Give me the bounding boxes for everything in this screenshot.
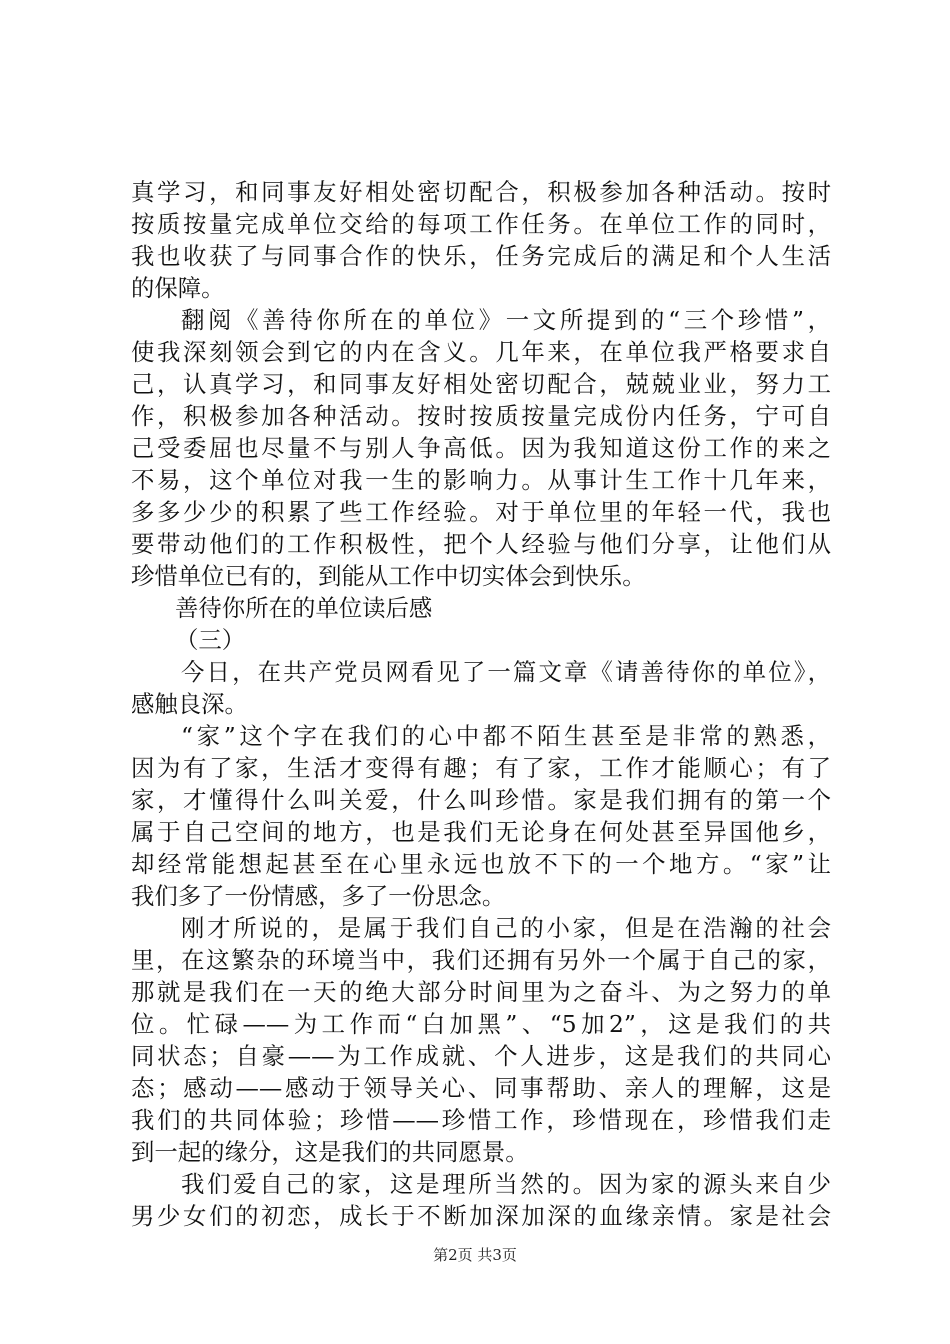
text-line: 的保障。 — [131, 274, 225, 302]
text-line: 位。忙碌——为工作而“白加黑”、“5加2”，这是我们的共 — [131, 1010, 831, 1038]
text-line: 己，认真学习，和同事友好相处密切配合，兢兢业业，努力工 — [131, 370, 831, 398]
text-line: 珍惜单位已有的，到能从工作中切实体会到快乐。 — [131, 562, 646, 590]
text-line: 家，才懂得什么叫关爱，什么叫珍惜。家是我们拥有的第一个 — [131, 786, 831, 814]
text-line: 多多少少的积累了些工作经验。对于单位里的年轻一代，我也 — [131, 498, 831, 526]
text-line: 那就是我们在一天的绝大部分时间里为之奋斗、为之努力的单 — [131, 978, 831, 1006]
paragraph-start-line: 刚才所说的，是属于我们自己的小家，但是在浩瀚的社会 — [181, 914, 831, 942]
section-number: （三） — [175, 626, 246, 654]
text-line: 己受委屈也尽量不与别人争高低。因为我知道这份工作的来之 — [131, 434, 831, 462]
document-body — [131, 176, 831, 1232]
text-line: 使我深刻领会到它的内在含义。几年来，在单位我严格要求自 — [131, 338, 831, 366]
text-line: 作，积极参加各种活动。按时按质按量完成份内任务，宁可自 — [131, 402, 831, 430]
text-line: 不易，这个单位对我一生的影响力。从事计生工作十几年来， — [131, 466, 831, 494]
text-line: 要带动他们的工作积极性，把个人经验与他们分享，让他们从 — [131, 530, 831, 558]
section-title: 善待你所在的单位读后感 — [175, 594, 433, 622]
text-line: 里，在这繁杂的环境当中，我们还拥有另外一个属于自己的家， — [131, 946, 831, 974]
text-line: 到一起的缘分，这是我们的共同愿景。 — [131, 1138, 529, 1166]
text-line: 我也收获了与同事合作的快乐，任务完成后的满足和个人生活 — [131, 242, 831, 270]
text-line: 态；感动——感动于领导关心、同事帮助、亲人的理解，这是 — [131, 1074, 831, 1102]
text-line: 同状态；自豪——为工作成就、个人进步，这是我们的共同心 — [131, 1042, 831, 1070]
text-line: 我们的共同体验；珍惜——珍惜工作，珍惜现在，珍惜我们走 — [131, 1106, 831, 1134]
paragraph-start-line: 我们爱自己的家，这是理所当然的。因为家的源头来自少 — [181, 1170, 831, 1198]
text-line: 属于自己空间的地方，也是我们无论身在何处甚至异国他乡， — [131, 818, 831, 846]
text-line: 我们多了一份情感，多了一份思念。 — [131, 882, 506, 910]
text-line: 因为有了家，生活才变得有趣；有了家，工作才能顺心；有了 — [131, 754, 831, 782]
text-line: 感触良深。 — [131, 690, 248, 718]
text-line: 真学习，和同事友好相处密切配合，积极参加各种活动。按时 — [131, 178, 831, 206]
paragraph-start-line: 今日，在共产党员网看见了一篇文章《请善待你的单位》， — [181, 658, 831, 686]
page-number-footer: 第2页 共3页 — [433, 1246, 517, 1264]
text-line: 按质按量完成单位交给的每项工作任务。在单位工作的同时， — [131, 210, 831, 238]
text-line: 却经常能想起甚至在心里永远也放不下的一个地方。“家”让 — [131, 850, 831, 878]
paragraph-start-line: 翻阅《善待你所在的单位》一文所提到的“三个珍惜”， — [181, 306, 831, 334]
paragraph-start-line: “家”这个字在我们的心中都不陌生甚至是非常的熟悉， — [181, 722, 831, 750]
text-line: 男少女们的初恋，成长于不断加深加深的血缘亲情。家是社会 — [131, 1202, 831, 1230]
